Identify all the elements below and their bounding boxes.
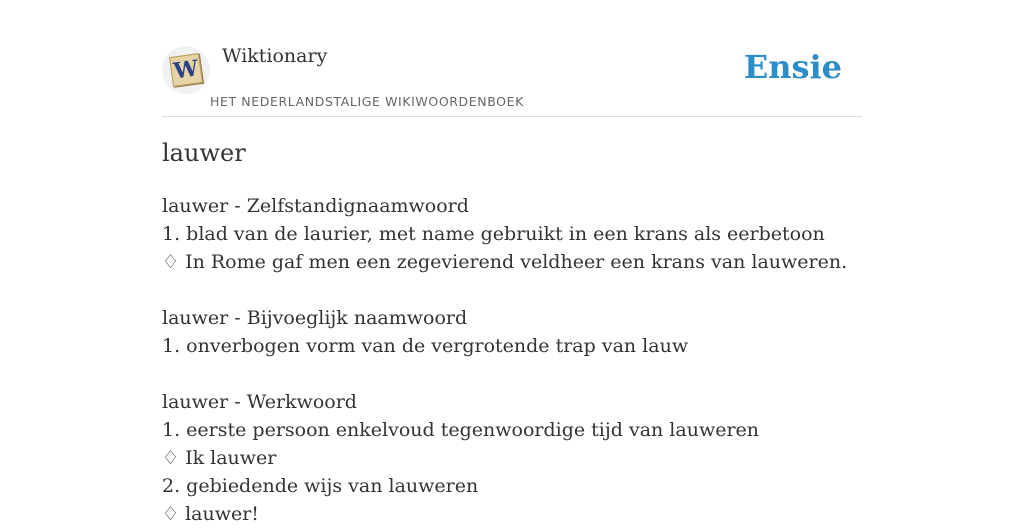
entry-heading: lauwer - Zelfstandignaamwoord <box>162 195 469 217</box>
example-line: ♢ In Rome gaf men een zegevierend veldheer een krans van lauweren. <box>162 251 848 273</box>
spacer <box>162 276 862 304</box>
wiktionary-tile-icon <box>169 53 203 87</box>
site-subtitle: HET NEDERLANDSTALIGE WIKIWOORDENBOEK <box>210 94 524 109</box>
example-line: ♢ lauwer! <box>162 503 259 525</box>
definitions <box>162 192 862 528</box>
logo-letter: W <box>171 55 201 85</box>
definition-line: 1. blad van de laurier, met name gebruikt in een krans als eerbetoon <box>162 223 825 245</box>
ensie-brand-link[interactable]: Ensie <box>743 48 842 86</box>
definition-line: 1. onverbogen vorm van de vergrotende trap van lauw <box>162 335 689 357</box>
entry-heading: lauwer - Werkwoord <box>162 391 357 413</box>
entry-noun <box>162 192 862 276</box>
site-title[interactable]: Wiktionary <box>222 45 328 67</box>
page-title: lauwer <box>162 139 246 167</box>
example-line: ♢ Ik lauwer <box>162 447 277 469</box>
entry-adjective <box>162 304 862 360</box>
definition-line: 2. gebiedende wijs van lauweren <box>162 475 479 497</box>
page-container <box>162 0 862 525</box>
wiktionary-logo[interactable] <box>162 46 210 94</box>
header <box>162 0 862 117</box>
entry-heading: lauwer - Bijvoeglijk naamwoord <box>162 307 468 329</box>
definition-line: 1. eerste persoon enkelvoud tegenwoordige tijd van lauweren <box>162 419 760 441</box>
spacer <box>162 360 862 388</box>
entry-verb <box>162 388 862 528</box>
